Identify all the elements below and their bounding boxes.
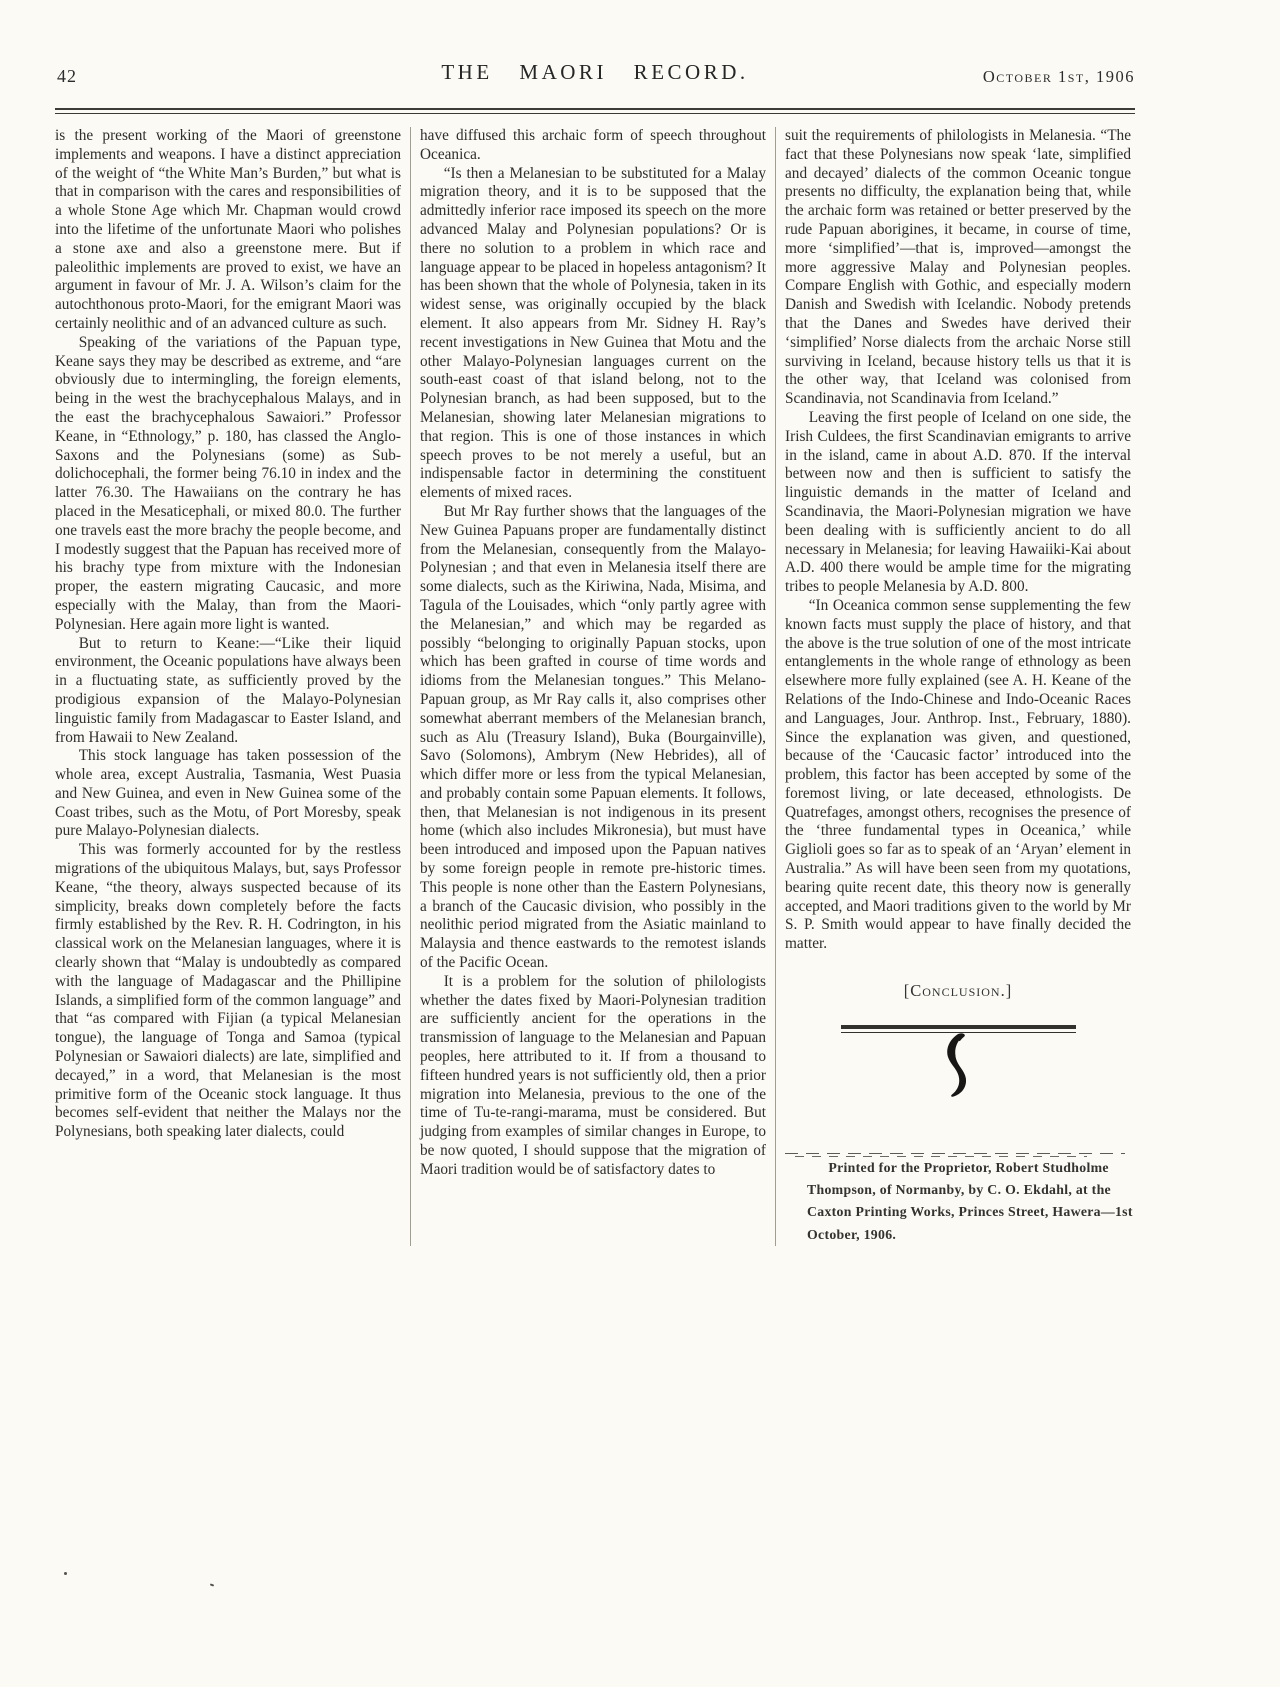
paragraph: have diffused this archaic form of speech throughout Oceanica. [420, 127, 766, 163]
scan-speck [210, 1583, 214, 1586]
article-columns [55, 127, 1135, 1246]
column-3 [785, 127, 1131, 1246]
page-number: 42 [57, 66, 77, 86]
column-3-text [785, 127, 1131, 954]
paragraph: But Mr Ray further shows that the languages of the New Guinea Papuans proper are fundamentally distinct from the Melanesian, consequently from the Malayo-Polynesian ; and that even in Melanesia itself there are some dialects, such as the Kiriwina, Nada, Misima, and Tagula of the Louisades, which “only partly agree with the Melanesian,” and which may be regarded as possibly “belonging to originally Papuan stocks, upon which has been grafted in course of time words and idioms from the Melanesian tongues.” This Melano-Papuan group, as Mr Ray calls it, also comprises other somewhat aberrant members of the Melanesian branch, such as Alu (Treasury Island), Buka (Bourgainville), Savo (Solomons), Ambrym (New Hebrides), all of which differ more or less from the typical Melanesian, and probably contain some Papuan elements. It follows, then, that Melanesian is not indigenous in its present home (which also includes Mikronesia), but must have been introduced and imposed upon the Papuan natives by some foreign people in remote pre-historic times. This people is none other than the Eastern Polynesians, a branch of the Caucasic division, who possibly in the neolithic period migrated from the Asiatic mainland to Malaysia and thence eastwards to the remotest islands of the Pacific Ocean. [420, 502, 766, 972]
ornament-rule-thick [841, 1025, 1076, 1029]
scan-speck [64, 1572, 67, 1575]
printer-imprint: Printed for the Proprietor, Robert Studholme Thompson, of Normanby, by C. O. Ekdahl, at the Caxton Printing Works, Princes Street, Hawera—1st October, 1906. [807, 1159, 1133, 1242]
column-1 [55, 127, 401, 1246]
paragraph: “In Oceanica common sense supplementing the few known facts must supply the place of history, and that the above is the true solution of one of the most intricate entanglements in the whole range of ethnology as been elsewhere more fully explained (see A. H. Keane of the Relations of the Indo-Chinese and Indo-Oceanic Races and Languages, Jour. Anthrop. Inst., February, 1880). Since the explanation was given, and questioned, because of the ‘Caucasic factor’ introduced into the problem, this factor has been accepted by some of the foremost living, or late deceased, ethnologists. De Quatrefages, amongst others, recognises the presence of the ‘three fundamental types in Oceanica,’ while Giglioli goes so far as to speak of an ‘Aryan’ element in Australia.” As will have been seen from my quotations, bearing quite recent date, this theory now is generally accepted, and Maori traditions given to the world by Mr S. P. Smith would appear to have finally decided the matter. [785, 596, 1131, 953]
fleuron-leaf-icon [939, 1033, 977, 1099]
paragraph: is the present working of the Maori of greenstone implements and weapons. I have a distinct appreciation of the weight of “the White Man’s Burden,” but what is that in comparison with the cares and responsibilities of a whole Stone Age which Mr. Chapman would crowd into the lifetime of the unfortunate Maori who polishes a stone axe and also a greenstone mere. But if paleolithic implements are proved to exist, we have an argument in favour of Mr. J. A. Wilson’s claim for the autochthonous proto-Maori, for the emigrant Maori was certainly neolithic and of an advanced culture as such. [55, 127, 401, 332]
conclusion-label: [Conclusion.] [903, 981, 1013, 1001]
end-ornament [841, 1025, 1076, 1105]
paragraph: But to return to Keane:—“Like their liquid environment, the Oceanic populations have always been in a fluctuating state, as sufficiently proved by the prodigious expansion of the Malayo-Polynesian linguistic family from Madagascar to Easter Island, and from Hawaii to New Zealand. [55, 634, 401, 746]
paragraph: “Is then a Melanesian to be substituted for a Malay migration theory, and it is to be supposed that the admittedly inferior race imposed its speech on the more advanced Malay and Polynesian populations? Or is there no solution to a problem in which race and language appear to be placed in hopeless antagonism? It has been shown that the whole of Polynesia, taken in its widest sense, was originally occupied by the black element. It also appears from Mr. Sidney H. Ray’s recent investigations in New Guinea that Motu and the other Malayo-Polynesian languages current on the south-east coast of that island belong, not to the Polynesian branch, as had been supposed, but to the Melanesian, showing later Melanesian migrations to that region. This is one of those instances in which speech proves to be not merely a useful, but an indispensable factor in determining the constituent elements of mixed races. [420, 164, 766, 502]
masthead [55, 58, 1135, 100]
paragraph: It is a problem for the solution of philologists whether the dates fixed by Maori-Polynesian tradition are sufficiently ancient for the operations in the transmission of language to the Melanesian and Papuan peoples, here attributed to it. If from a thousand to fifteen hundred years is not sufficiently old, then a prior migration into Melanesia, previous to the one of the time of Tu-te-rangi-marama, must be considered. But judging from examples of similar changes in Europe, to be now quoted, I should suppose that the migration of Maori tradition would be of satisfactory dates to [420, 972, 766, 1178]
column-divider [775, 127, 776, 1246]
paragraph: This stock language has taken possession of the whole area, except Australia, Tasmania, West Puasia and New Guinea, and even in New Guinea some of the Coast tribes, such as the Motu, of Port Moresby, speak pure Malayo-Polynesian dialects. [55, 747, 401, 840]
issue-date: October 1st, 1906 [982, 67, 1135, 86]
paragraph: Leaving the first people of Iceland on one side, the Irish Culdees, the first Scandinavian emigrants to arrive in the island, came in about A.D. 870. If the interval between now and then is sufficient to satisfy the linguistic demands in the matter of Iceland and Scandinavia, the Maori-Polynesian migration we have been dealing with is sufficiently ancient to do all necessary in Melanesia; for leaving Hawaiiki-Kai about A.D. 400 there would be ample time for the migrating tribes to people Melanesia by A.D. 800. [785, 408, 1131, 596]
column-divider [410, 127, 411, 1246]
publication-title: THE MAORI RECORD. [441, 60, 749, 84]
column-2 [420, 127, 766, 1246]
masthead-rule [55, 108, 1135, 114]
paragraph: Speaking of the variations of the Papuan type, Keane says they may be described as extreme, and “are obviously due to intermingling, the foreign elements, being in the west the brachycephalous Malays, and in the east the brachycephalous Sawaiori.” Professor Keane, in “Ethnology,” p. 180, has classed the Anglo-Saxons and the Polynesians (some) as Sub-dolichocephali, the former being 76.10 in index and the latter 76.30. The Hawaiians on the contrary he has placed in the Mesaticephali, or mixed 80.0. The further one travels east the more brachy the people become, and I modestly suggest that the Papuan has received more of his brachy type from mixture with the Indonesian proper, the eastern migrating Caucasic, and more especially with the Malay, than from the Maori-Polynesian. Here again more light is wanted. [55, 333, 401, 633]
paragraph: This was formerly accounted for by the restless migrations of the ubiquitous Malays, but, says Professor Keane, “the theory, always suspected because of its simplicity, breaks down completely before the facts firmly established by the Rev. R. H. Codrington, in his classical work on the Melanesian languages, where it is clearly shown that “Malay is undoubtedly as compared with the language of Madagascar and the Phillipine Islands, a simplified form of the common language” and that “as compared with Fijian (a typical Melanesian tongue), the language of Tonga and Samoa (typical Polynesian or Sawaiori dialects) are late, simplified and decayed,” in a word, that Melanesian is the most primitive form of the Oceanic stock language. It thus becomes self-evident that neither the Malays nor the Polynesians, both speaking later dialects, could [55, 841, 401, 1141]
paragraph: suit the requirements of philologists in Melanesia. “The fact that these Polynesians now speak ‘late, simplified and decayed’ dialects of the common Oceanic tongue presents no difficulty, the explanation being that, while the archaic form was retained or better preserved by the rude Papuan aborigines, it became, in course of time, more ‘simplified’—that is, improved—amongst the more aggressive Malay and Polynesian peoples. Compare English with Gothic, and especially modern Danish and Swedish with Icelandic. Nobody pretends that the Danes and Swedes have derived their ‘simplified’ Norse dialects from the archaic Norse still surviving in Iceland, because history tells us that it is the other way, that Iceland was colonised from Scandinavia, not Scandinavia from Iceland.” [785, 127, 1131, 408]
